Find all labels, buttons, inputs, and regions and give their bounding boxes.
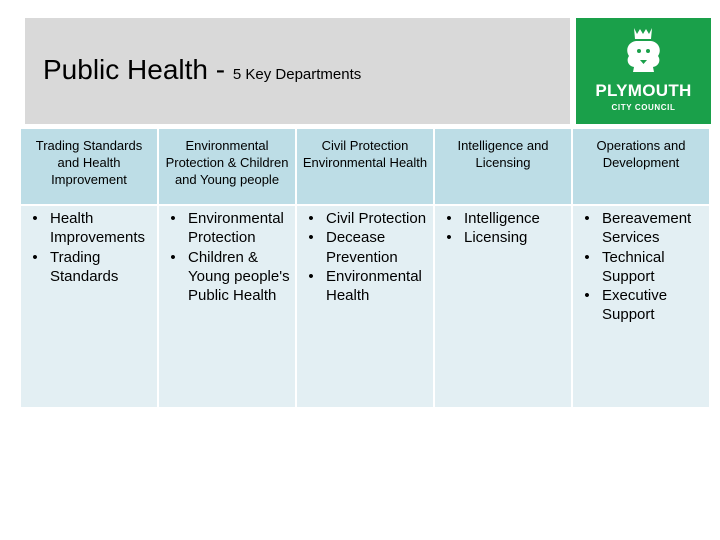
bullet-icon: • bbox=[584, 287, 590, 305]
department-heading: Operations and Development bbox=[573, 129, 711, 206]
list-item-text: Decease Prevention bbox=[326, 229, 398, 266]
list-item-text: Environmental Protection bbox=[188, 210, 284, 247]
title-bar bbox=[25, 18, 570, 124]
department-item-list bbox=[21, 209, 153, 286]
list-item-text: Children & Young people's Public Health bbox=[188, 248, 290, 305]
department-items bbox=[21, 206, 159, 407]
bullet-icon: • bbox=[584, 248, 590, 266]
department-items bbox=[573, 206, 711, 407]
department-item-list bbox=[297, 209, 429, 305]
list-item bbox=[159, 248, 291, 306]
department-items bbox=[297, 206, 435, 407]
department-heading: Environmental Protection & Children and Young people bbox=[159, 129, 297, 206]
page-title bbox=[43, 54, 361, 86]
departments-table bbox=[21, 129, 711, 407]
bullet-icon: • bbox=[446, 210, 452, 227]
plymouth-logo bbox=[576, 18, 711, 124]
bullet-icon: • bbox=[308, 210, 314, 227]
department-heading: Trading Standards and Health Improvement bbox=[21, 129, 159, 206]
list-item bbox=[435, 209, 567, 228]
bullet-icon: • bbox=[32, 248, 38, 266]
list-item bbox=[573, 248, 705, 287]
bullet-icon: • bbox=[308, 229, 314, 247]
bullet-icon: • bbox=[170, 210, 176, 227]
list-item bbox=[159, 209, 291, 248]
list-item-text: Health Improvements bbox=[50, 210, 146, 247]
department-items bbox=[159, 206, 297, 407]
page-title-sub: 5 Key Departments bbox=[232, 66, 362, 83]
logo-subtitle: CITY COUNCIL bbox=[611, 103, 676, 112]
list-item-text: Executive Support bbox=[602, 287, 668, 324]
list-item bbox=[573, 286, 705, 325]
logo-name: PLYMOUTH bbox=[595, 81, 692, 100]
list-item bbox=[297, 228, 429, 267]
list-item-text: Licensing bbox=[464, 229, 528, 247]
page-title-main: Public Health - bbox=[43, 54, 233, 85]
list-item-text: Technical Support bbox=[602, 248, 665, 285]
list-item-text: Trading Standards bbox=[50, 248, 119, 285]
list-item-text: Intelligence bbox=[464, 210, 540, 227]
department-heading: Intelligence and Licensing bbox=[435, 129, 573, 206]
list-item-text: Environmental Health bbox=[326, 267, 422, 305]
department-item-list bbox=[435, 209, 567, 248]
list-item bbox=[297, 267, 429, 306]
bullet-icon: • bbox=[584, 210, 590, 227]
department-items bbox=[435, 206, 573, 407]
bullet-icon: • bbox=[308, 267, 314, 285]
bullet-icon: • bbox=[446, 229, 452, 247]
list-item-text: Bereavement Services bbox=[602, 210, 692, 247]
list-item bbox=[21, 209, 153, 248]
list-item bbox=[21, 248, 153, 287]
department-item-list bbox=[159, 209, 291, 305]
list-item bbox=[297, 209, 429, 228]
bullet-icon: • bbox=[170, 248, 176, 266]
department-heading: Civil Protection Environmental Health bbox=[297, 129, 435, 206]
bullet-icon: • bbox=[32, 210, 38, 227]
list-item bbox=[573, 209, 705, 248]
list-item-text: Civil Protection bbox=[326, 210, 427, 227]
department-item-list bbox=[573, 209, 705, 325]
list-item bbox=[435, 228, 567, 247]
